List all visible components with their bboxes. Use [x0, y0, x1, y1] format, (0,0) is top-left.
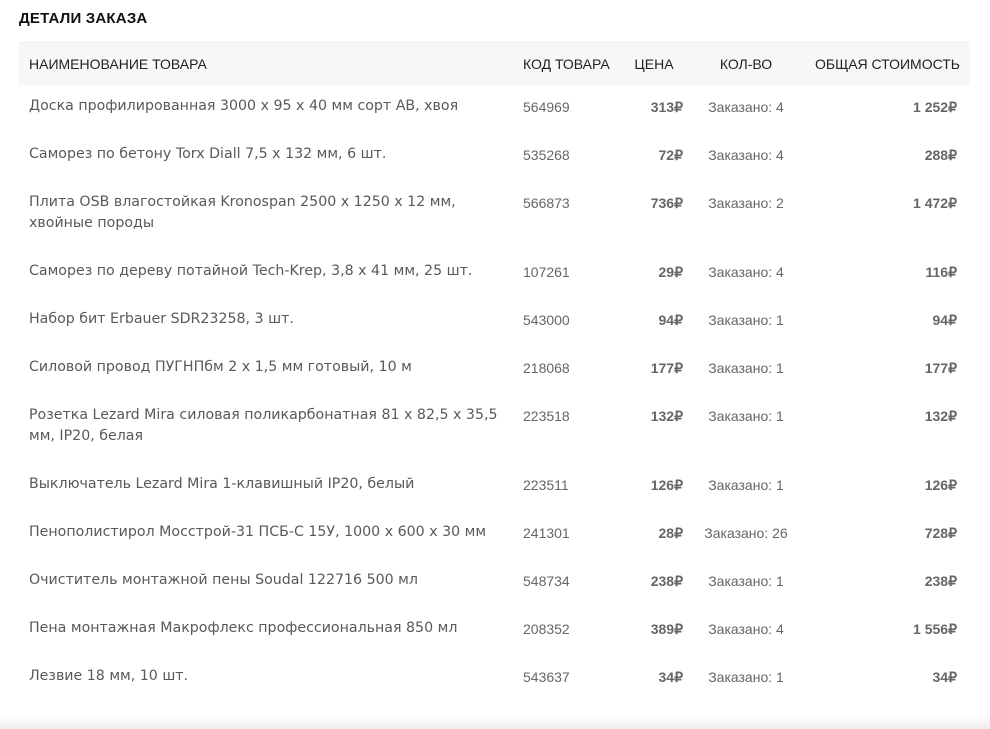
product-quantity: Заказано: 1: [708, 476, 784, 493]
product-total: 116₽: [925, 263, 957, 280]
product-name: Выключатель Lezard Mira 1-клавишный IP20, белый: [29, 475, 415, 492]
column-header-qty: КОЛ-ВО: [719, 55, 773, 72]
product-name: Саморез по бетону Torx Diall 7,5 х 132 мм, 6 шт.: [29, 145, 387, 162]
product-price: 29₽: [658, 263, 683, 280]
product-code: 107261: [523, 263, 570, 280]
product-price: 238₽: [650, 572, 683, 589]
product-name: Пенополистирол Мосстрой-31 ПСБ-С 15У, 1000 х 600 х 30 мм: [29, 523, 487, 540]
product-price: 94₽: [658, 311, 683, 328]
product-total: 132₽: [924, 407, 957, 424]
product-quantity: Заказано: 1: [708, 572, 784, 589]
product-price: 313₽: [650, 98, 683, 115]
product-quantity: Заказано: 1: [708, 668, 784, 685]
product-quantity: Заказано: 4: [708, 263, 784, 280]
product-quantity: Заказано: 1: [708, 311, 784, 328]
product-total: 728₽: [924, 524, 957, 541]
table-row: [19, 133, 970, 181]
product-total: 1 472₽: [913, 194, 957, 211]
product-price: 28₽: [658, 524, 683, 541]
column-header-code: КОД ТОВАРА: [523, 55, 610, 72]
product-total: 1 252₽: [913, 98, 957, 115]
column-header-total: ОБЩАЯ СТОИМОСТЬ: [815, 55, 960, 72]
product-name: Лезвие 18 мм, 10 шт.: [29, 667, 189, 684]
scroll-fade: [0, 715, 990, 729]
product-price: 389₽: [650, 620, 683, 637]
table-row: [19, 559, 970, 607]
product-code: 564969: [523, 98, 570, 115]
product-total: 126₽: [924, 476, 957, 493]
table-row: [19, 181, 970, 250]
product-total: 34₽: [932, 668, 957, 685]
table-row: [19, 346, 970, 394]
product-quantity: Заказано: 1: [708, 407, 784, 424]
column-header-name: НАИМЕНОВАНИЕ ТОВАРА: [29, 55, 207, 72]
product-code: 543637: [523, 668, 570, 685]
product-total: 288₽: [924, 146, 957, 163]
product-quantity: Заказано: 1: [708, 359, 784, 376]
product-name: Набор бит Erbauer SDR23258, 3 шт.: [29, 310, 294, 327]
product-code: 208352: [523, 620, 570, 637]
product-total: 94₽: [932, 311, 957, 328]
product-name: Очиститель монтажной пены Soudal 122716 500 мл: [29, 571, 418, 588]
product-price: 177₽: [650, 359, 683, 376]
table-row: [19, 298, 970, 346]
table-row: [19, 607, 970, 655]
product-name: Силовой провод ПУГНПбм 2 х 1,5 мм готовый, 10 м: [29, 358, 412, 375]
column-header-price: ЦЕНА: [634, 55, 674, 72]
table-body: [19, 85, 970, 703]
product-price: 736₽: [650, 194, 683, 211]
product-code: 223511: [523, 476, 569, 493]
table-row: [19, 463, 970, 511]
product-total: 177₽: [924, 359, 957, 376]
order-items-table: [19, 42, 970, 703]
product-quantity: Заказано: 4: [708, 620, 784, 637]
order-details-title: ДЕТАЛИ ЗАКАЗА: [19, 10, 148, 27]
product-price: 72₽: [658, 146, 683, 163]
table-row: [19, 511, 970, 559]
product-price: 126₽: [650, 476, 683, 493]
table-row: [19, 250, 970, 298]
product-price: 132₽: [650, 407, 683, 424]
product-total: 238₽: [924, 572, 957, 589]
product-code: 566873: [523, 194, 570, 211]
product-name: Саморез по дереву потайной Tech-Krep, 3,8 х 41 мм, 25 шт.: [29, 262, 473, 279]
product-quantity: Заказано: 4: [708, 146, 784, 163]
table-header-row: [19, 43, 970, 85]
product-name: Доска профилированная 3000 х 95 х 40 мм сорт АВ, хвоя: [29, 97, 459, 114]
product-code: 223518: [523, 407, 570, 424]
product-code: 218068: [523, 359, 570, 376]
table-row: [19, 394, 970, 463]
table-header: [19, 43, 970, 85]
product-code: 241301: [523, 524, 570, 541]
table-row: [19, 85, 970, 133]
product-code: 548734: [523, 572, 570, 589]
product-code: 543000: [523, 311, 570, 328]
product-quantity: Заказано: 26: [704, 524, 788, 541]
product-name: Плита OSB влагостойкая Kronospan 2500 х 1250 х 12 мм, хвойные породы: [29, 193, 456, 231]
product-price: 34₽: [658, 668, 683, 685]
product-name: Розетка Lezard Mira силовая поликарбонатная 81 х 82,5 х 35,5 мм, IP20, белая: [29, 406, 498, 444]
product-quantity: Заказано: 4: [708, 98, 784, 115]
product-name: Пена монтажная Макрофлекс профессиональная 850 мл: [29, 619, 458, 636]
product-total: 1 556₽: [913, 620, 957, 637]
table-row: [19, 655, 970, 703]
product-quantity: Заказано: 2: [708, 194, 784, 211]
product-code: 535268: [523, 146, 570, 163]
